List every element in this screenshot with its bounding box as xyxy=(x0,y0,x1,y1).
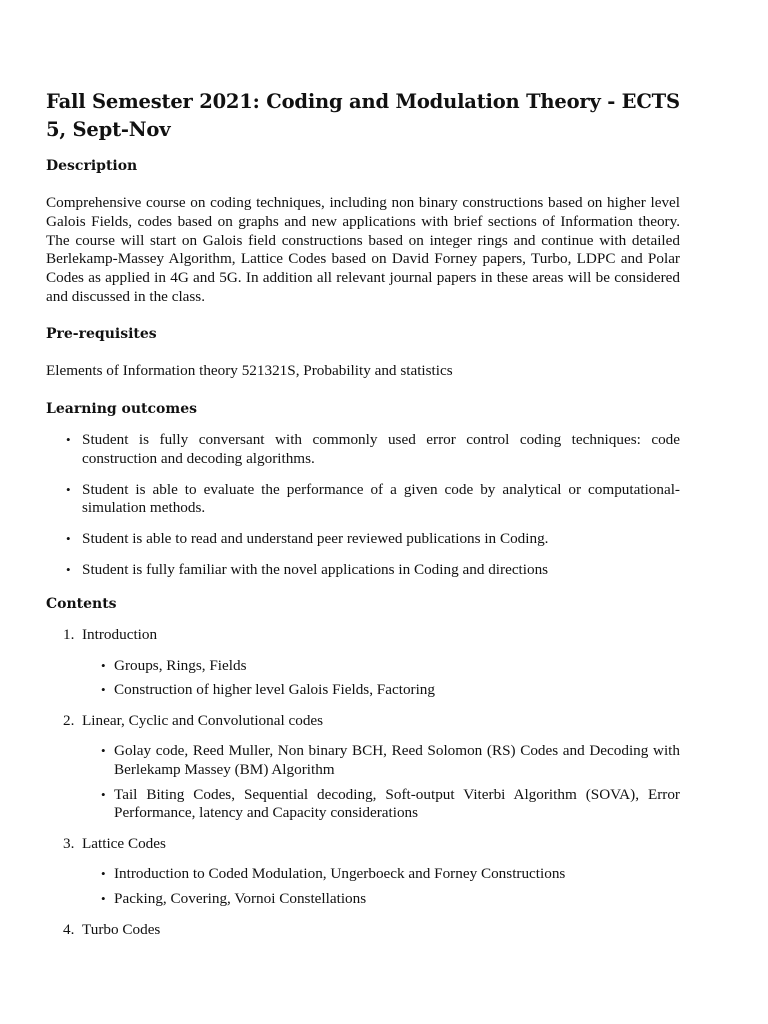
section-label: Turbo Codes xyxy=(82,920,161,938)
list-item: • Groups, Rings, Fields xyxy=(101,656,247,674)
list-item: • Student is fully familiar with the novel applications in Coding and directions xyxy=(66,561,549,579)
list-item: • Construction of higher level Galois Fields, Factoring xyxy=(101,681,435,699)
description-text: Comprehensive course on coding techniques, including non binary constructions based on higher level Galois Fields, codes based on graphs and new applications with brief sections of Information theory. The course will start on Galois field constructions based on integer rings and continue with detailed Berlekamp-Massey Algorithm, Lattice Codes based on David Forney papers, Turbo, LDPC and Polar Codes as applied in 4G and 5G. In addition all relevant journal papers in these areas will be considered and discussed in the class. xyxy=(46,194,680,305)
contents-section xyxy=(46,921,680,940)
contents-list xyxy=(46,626,680,951)
section-number: 2. xyxy=(63,711,75,729)
contents-section xyxy=(46,835,680,909)
section-items xyxy=(46,865,680,908)
list-item: • Tail Biting Codes, Sequential decoding, Soft-output Viterbi Algorithm (SOVA), Error Performance, latency and Capacity considerations xyxy=(101,785,680,822)
contents-section xyxy=(46,626,680,700)
bullet-icon: • xyxy=(66,562,71,578)
bullet-icon: • xyxy=(101,866,106,882)
bullet-icon: • xyxy=(101,682,106,698)
section-items xyxy=(46,742,680,822)
bullet-icon: • xyxy=(66,432,71,447)
document-title: Fall Semester 2021: Coding and Modulation Theory - ECTS 5, Sept-Nov xyxy=(46,90,680,141)
learning-outcomes-heading: Learning outcomes xyxy=(46,401,197,417)
section-number: 3. xyxy=(63,834,75,852)
list-item: • Student is fully conversant with commonly used error control coding techniques: code construction and decoding algorithms. xyxy=(66,431,680,467)
section-label: Linear, Cyclic and Convolutional codes xyxy=(82,711,324,729)
list-item: • Student is able to evaluate the performance of a given code by analytical or computational-simulation methods. xyxy=(66,480,680,517)
section-label: Introduction xyxy=(82,626,158,643)
learning-outcomes-list xyxy=(46,431,680,593)
section-number: 4. xyxy=(63,920,75,938)
prerequisites-heading: Pre-requisites xyxy=(46,326,157,342)
section-label: Lattice Codes xyxy=(82,834,166,852)
list-item: • Golay code, Reed Muller, Non binary BCH, Reed Solomon (RS) Codes and Decoding with Berlekamp Massey (BM) Algorithm xyxy=(101,742,680,778)
bullet-icon: • xyxy=(66,481,71,497)
bullet-icon: • xyxy=(101,743,106,759)
section-items xyxy=(46,657,680,700)
contents-heading: Contents xyxy=(46,596,117,612)
bullet-icon: • xyxy=(101,657,106,673)
bullet-icon: • xyxy=(66,531,71,547)
description-heading: Description xyxy=(46,158,138,174)
list-item: • Student is able to read and understand peer reviewed publications in Coding. xyxy=(66,530,549,548)
section-number: 1. xyxy=(63,626,75,643)
prerequisites-text: Elements of Information theory 521321S, Probability and statistics xyxy=(46,362,453,379)
bullet-icon: • xyxy=(101,786,106,802)
list-item: • Introduction to Coded Modulation, Ungerboeck and Forney Constructions xyxy=(101,865,566,883)
list-item: • Packing, Covering, Vornoi Constellations xyxy=(101,889,367,907)
bullet-icon: • xyxy=(101,890,106,906)
contents-section xyxy=(46,712,680,823)
